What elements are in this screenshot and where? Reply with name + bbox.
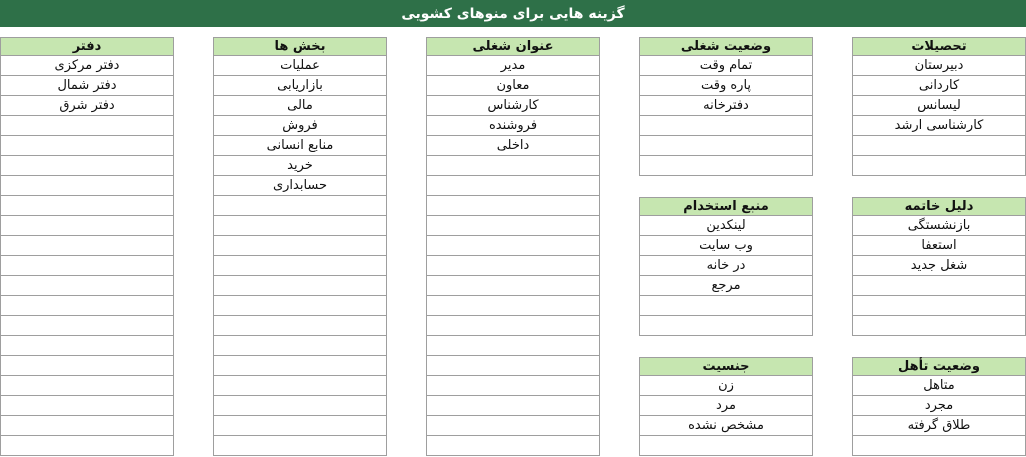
- department-column: [213, 37, 387, 456]
- empty-cell[interactable]: [0, 436, 174, 456]
- list-item[interactable]: تمام وقت: [639, 56, 813, 76]
- list-item[interactable]: لیسانس: [852, 96, 1026, 116]
- empty-cell[interactable]: [213, 376, 387, 396]
- column-header[interactable]: تحصیلات: [852, 37, 1026, 56]
- empty-cell[interactable]: [213, 256, 387, 276]
- list-item[interactable]: شغل جدید: [852, 256, 1026, 276]
- empty-cell[interactable]: [426, 296, 600, 316]
- column-header[interactable]: وضعیت شغلی: [639, 37, 813, 56]
- list-item[interactable]: پاره وقت: [639, 76, 813, 96]
- empty-cell[interactable]: [639, 436, 813, 456]
- empty-cell[interactable]: [213, 236, 387, 256]
- list-item[interactable]: معاون: [426, 76, 600, 96]
- empty-cell[interactable]: [0, 396, 174, 416]
- empty-cell[interactable]: [0, 116, 174, 136]
- education-column: [852, 37, 1026, 176]
- empty-cell[interactable]: [639, 156, 813, 176]
- empty-cell[interactable]: [426, 336, 600, 356]
- empty-cell[interactable]: [213, 216, 387, 236]
- column-header[interactable]: عنوان شغلی: [426, 37, 600, 56]
- empty-cell[interactable]: [0, 416, 174, 436]
- list-item[interactable]: منابع انسانی: [213, 136, 387, 156]
- list-item[interactable]: استعفا: [852, 236, 1026, 256]
- empty-cell[interactable]: [0, 356, 174, 376]
- list-item[interactable]: دفتر شمال: [0, 76, 174, 96]
- list-item[interactable]: مجرد: [852, 396, 1026, 416]
- list-item[interactable]: مالی: [213, 96, 387, 116]
- list-item[interactable]: کارشناسی ارشد: [852, 116, 1026, 136]
- empty-cell[interactable]: [213, 296, 387, 316]
- empty-cell[interactable]: [639, 136, 813, 156]
- empty-cell[interactable]: [852, 276, 1026, 296]
- empty-cell[interactable]: [426, 416, 600, 436]
- page-title: گزینه هایی برای منوهای کشویی: [0, 0, 1026, 27]
- empty-cell[interactable]: [0, 236, 174, 256]
- empty-cell[interactable]: [213, 436, 387, 456]
- empty-cell[interactable]: [213, 416, 387, 436]
- office-column: [0, 37, 174, 456]
- empty-cell[interactable]: [0, 216, 174, 236]
- empty-cell[interactable]: [426, 276, 600, 296]
- list-item[interactable]: مدیر: [426, 56, 600, 76]
- empty-cell[interactable]: [852, 316, 1026, 336]
- empty-cell[interactable]: [852, 156, 1026, 176]
- empty-cell[interactable]: [426, 236, 600, 256]
- empty-cell[interactable]: [0, 316, 174, 336]
- empty-cell[interactable]: [426, 176, 600, 196]
- empty-cell[interactable]: [852, 436, 1026, 456]
- empty-cell[interactable]: [0, 136, 174, 156]
- list-item[interactable]: کاردانی: [852, 76, 1026, 96]
- empty-cell[interactable]: [426, 356, 600, 376]
- column-header[interactable]: دلیل خاتمه: [852, 197, 1026, 216]
- empty-cell[interactable]: [426, 156, 600, 176]
- column-header[interactable]: جنسیت: [639, 357, 813, 376]
- list-item[interactable]: زن: [639, 376, 813, 396]
- list-item[interactable]: حسابداری: [213, 176, 387, 196]
- list-item[interactable]: کارشناس: [426, 96, 600, 116]
- empty-cell[interactable]: [426, 376, 600, 396]
- list-item[interactable]: عملیات: [213, 56, 387, 76]
- empty-cell[interactable]: [213, 336, 387, 356]
- empty-cell[interactable]: [426, 196, 600, 216]
- empty-cell[interactable]: [0, 256, 174, 276]
- empty-cell[interactable]: [213, 276, 387, 296]
- list-item[interactable]: وب سایت: [639, 236, 813, 256]
- empty-cell[interactable]: [852, 296, 1026, 316]
- empty-cell[interactable]: [0, 156, 174, 176]
- column-header[interactable]: دفتر: [0, 37, 174, 56]
- empty-cell[interactable]: [639, 296, 813, 316]
- job-status-column: [639, 37, 813, 176]
- empty-cell[interactable]: [426, 316, 600, 336]
- termination-reason-column: [852, 197, 1026, 336]
- list-item[interactable]: دفتر مرکزی: [0, 56, 174, 76]
- column-header[interactable]: بخش ها: [213, 37, 387, 56]
- empty-cell[interactable]: [639, 316, 813, 336]
- gender-column: [639, 357, 813, 456]
- empty-cell[interactable]: [426, 216, 600, 236]
- empty-cell[interactable]: [213, 396, 387, 416]
- list-item[interactable]: فروشنده: [426, 116, 600, 136]
- list-item[interactable]: داخلی: [426, 136, 600, 156]
- list-item[interactable]: مرد: [639, 396, 813, 416]
- empty-cell[interactable]: [852, 136, 1026, 156]
- column-header[interactable]: منبع استخدام: [639, 197, 813, 216]
- list-item[interactable]: طلاق گرفته: [852, 416, 1026, 436]
- list-item[interactable]: بازنشستگی: [852, 216, 1026, 236]
- list-item[interactable]: متاهل: [852, 376, 1026, 396]
- list-item[interactable]: بازاریابی: [213, 76, 387, 96]
- list-item[interactable]: دفترخانه: [639, 96, 813, 116]
- list-item[interactable]: فروش: [213, 116, 387, 136]
- empty-cell[interactable]: [213, 196, 387, 216]
- marital-status-column: [852, 357, 1026, 456]
- list-item[interactable]: در خانه: [639, 256, 813, 276]
- list-item[interactable]: مرجع: [639, 276, 813, 296]
- empty-cell[interactable]: [213, 356, 387, 376]
- job-title-column: [426, 37, 600, 456]
- column-header[interactable]: وضعیت تأهل: [852, 357, 1026, 376]
- empty-cell[interactable]: [426, 396, 600, 416]
- list-item[interactable]: خرید: [213, 156, 387, 176]
- empty-cell[interactable]: [0, 376, 174, 396]
- empty-cell[interactable]: [0, 336, 174, 356]
- hiring-source-column: [639, 197, 813, 336]
- list-item[interactable]: لینکدین: [639, 216, 813, 236]
- list-item[interactable]: مشخص نشده: [639, 416, 813, 436]
- empty-cell[interactable]: [426, 256, 600, 276]
- empty-cell[interactable]: [0, 196, 174, 216]
- empty-cell[interactable]: [0, 176, 174, 196]
- empty-cell[interactable]: [213, 316, 387, 336]
- list-item[interactable]: دفتر شرق: [0, 96, 174, 116]
- empty-cell[interactable]: [0, 296, 174, 316]
- empty-cell[interactable]: [0, 276, 174, 296]
- empty-cell[interactable]: [639, 116, 813, 136]
- empty-cell[interactable]: [426, 436, 600, 456]
- list-item[interactable]: دبیرستان: [852, 56, 1026, 76]
